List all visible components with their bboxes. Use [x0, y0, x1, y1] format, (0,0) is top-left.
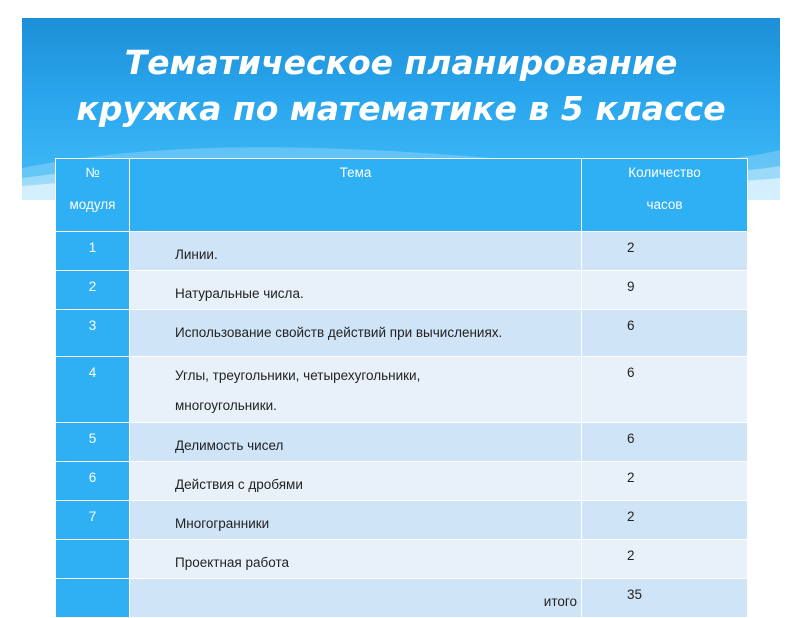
row-topic-line1: Углы, треугольники, четырехугольники,	[175, 368, 421, 383]
title-line-2: кружка по математике в 5 классе	[76, 89, 726, 128]
row-topic-line2: многоугольники.	[175, 398, 277, 413]
row-topic: Делимость чисел	[130, 423, 582, 462]
row-number: 5	[56, 423, 130, 462]
header-num-label: модуля	[69, 197, 116, 212]
table-row	[56, 310, 748, 357]
row-hours: 6	[582, 310, 748, 357]
row-number: 3	[56, 310, 130, 357]
row-number: 4	[56, 357, 130, 423]
header-num-symbol: №	[85, 165, 100, 180]
header-hours	[582, 159, 748, 232]
row-hours: 9	[582, 271, 748, 310]
total-label: итого	[130, 579, 582, 618]
table-row	[56, 357, 748, 423]
row-hours: 6	[582, 423, 748, 462]
title-line-1: Тематическое планирование	[124, 43, 678, 82]
total-hours: 35	[582, 579, 748, 618]
table-row	[56, 462, 748, 501]
row-topic: Линии.	[130, 232, 582, 271]
header-topic-label: Тема	[339, 165, 372, 180]
row-number	[56, 540, 130, 579]
row-topic: Натуральные числа.	[130, 271, 582, 310]
header-row	[56, 159, 748, 232]
header-hours-line1: Количество	[628, 165, 701, 180]
row-hours: 6	[582, 357, 748, 423]
row-topic	[130, 357, 582, 423]
row-hours: 2	[582, 232, 748, 271]
row-topic: Действия с дробями	[130, 462, 582, 501]
row-hours: 2	[582, 462, 748, 501]
row-number: 6	[56, 462, 130, 501]
row-hours: 2	[582, 540, 748, 579]
row-hours: 2	[582, 501, 748, 540]
plan-table	[55, 158, 748, 618]
table-row	[56, 271, 748, 310]
row-number: 2	[56, 271, 130, 310]
table-row	[56, 540, 748, 579]
row-topic: Использование свойств действий при вычислениях.	[130, 310, 582, 357]
row-number: 7	[56, 501, 130, 540]
page-title	[22, 40, 780, 132]
row-topic: Многогранники	[130, 501, 582, 540]
table-row	[56, 501, 748, 540]
table-row	[56, 232, 748, 271]
header-topic	[130, 159, 582, 232]
row-topic: Проектная работа	[130, 540, 582, 579]
row-number: 1	[56, 232, 130, 271]
total-row	[56, 579, 748, 618]
header-module-number	[56, 159, 130, 232]
header-hours-line2: часов	[646, 197, 683, 212]
total-number-cell	[56, 579, 130, 618]
table-row	[56, 423, 748, 462]
